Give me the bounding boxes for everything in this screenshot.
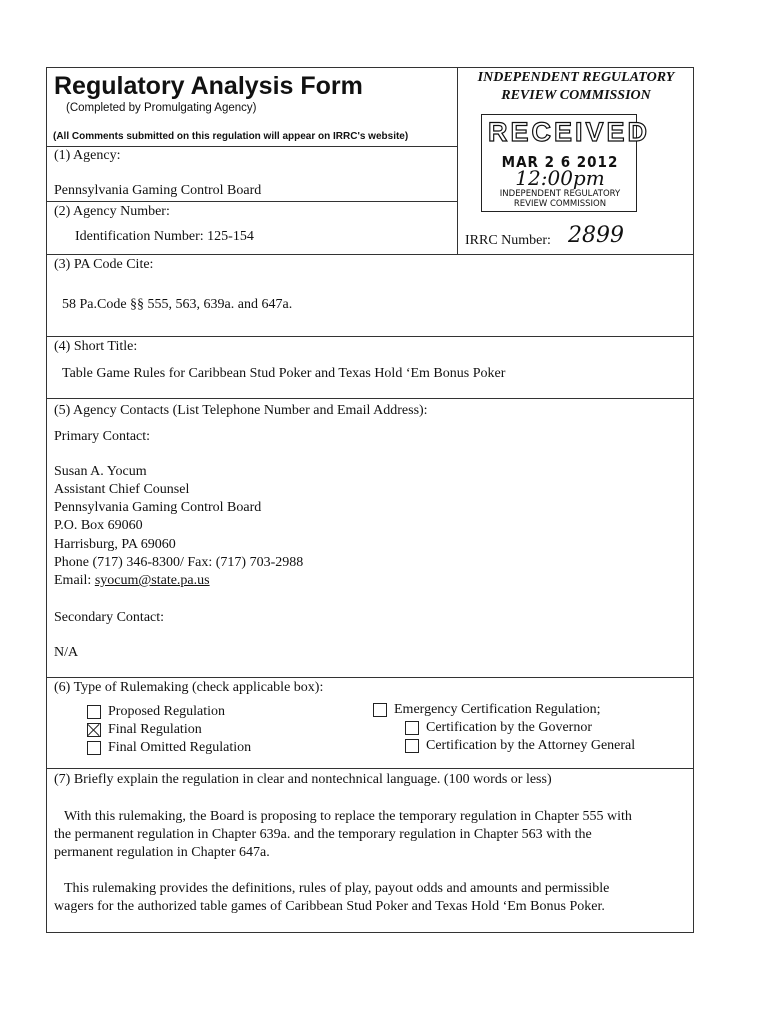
irrc-heading-line1: INDEPENDENT REGULATORY: [477, 70, 675, 85]
contact-phone: Phone (717) 346-8300/ Fax: (717) 703-2988: [54, 555, 304, 570]
agency-number-label: (2) Agency Number:: [54, 204, 170, 219]
agency-number-value: Identification Number: 125-154: [75, 229, 254, 244]
contact-city: Harrisburg, PA 69060: [54, 537, 176, 552]
explanation-para1-line1: With this rulemaking, the Board is proposing to replace the temporary regulation in Chapter 555 with: [64, 809, 632, 824]
secondary-contact-label: Secondary Contact:: [54, 610, 165, 625]
short-title-value: Table Game Rules for Caribbean Stud Poker and Texas Hold ‘Em Bonus Poker: [62, 366, 506, 381]
received-stamp-label: RECEIVED: [488, 117, 651, 147]
irrc-website-notice: (All Comments submitted on this regulation will appear on IRRC's website): [53, 131, 409, 142]
emergency-certification-checkbox[interactable]: [373, 703, 387, 717]
proposed-regulation-checkbox[interactable]: [87, 705, 101, 719]
proposed-regulation-label: Proposed Regulation: [108, 704, 226, 719]
section-3-divider: [47, 254, 693, 255]
governor-certification-label: Certification by the Governor: [426, 720, 593, 735]
section-5-divider: [47, 398, 693, 399]
contact-role: Assistant Chief Counsel: [54, 482, 190, 497]
contacts-label: (5) Agency Contacts (List Telephone Number and Email Address):: [54, 403, 428, 418]
contact-email-label: Email:: [54, 573, 95, 588]
contact-org: Pennsylvania Gaming Control Board: [54, 500, 262, 515]
section-6-divider: [47, 677, 693, 678]
received-stamp-org-line1: INDEPENDENT REGULATORY: [499, 189, 621, 199]
contact-name: Susan A. Yocum: [54, 464, 147, 479]
explanation-para2-line2: wagers for the authorized table games of Caribbean Stud Poker and Texas Hold ‘Em Bonus Poker.: [54, 899, 605, 914]
secondary-contact-value: N/A: [54, 645, 79, 660]
agency-divider: [47, 201, 457, 202]
received-stamp-org-line2: REVIEW COMMISSION: [513, 199, 607, 209]
rulemaking-label: (6) Type of Rulemaking (check applicable box):: [54, 680, 324, 695]
explanation-label: (7) Briefly explain the regulation in clear and nontechnical language. (100 words or less): [54, 772, 552, 787]
explanation-para1-line3: permanent regulation in Chapter 647a.: [54, 845, 270, 860]
section-7-divider: [47, 768, 693, 769]
final-omitted-regulation-label: Final Omitted Regulation: [108, 740, 252, 755]
agency-label: (1) Agency:: [54, 148, 121, 163]
irrc-heading-line2: REVIEW COMMISSION: [501, 88, 651, 103]
pa-code-label: (3) PA Code Cite:: [54, 257, 154, 272]
contact-email-link[interactable]: syocum@state.pa.us: [94, 573, 210, 588]
form-subtitle: (Completed by Promulgating Agency): [66, 102, 257, 114]
received-stamp-date: MAR 2 6 2012: [501, 153, 619, 171]
explanation-para2-line1: This rulemaking provides the definitions, rules of play, payout odds and amounts and permissible: [64, 881, 610, 896]
contact-po-box: P.O. Box 69060: [54, 518, 143, 533]
emergency-certification-label: Emergency Certification Regulation;: [394, 702, 601, 717]
final-regulation-checkbox[interactable]: [87, 723, 101, 737]
irrc-number-value: 2899: [568, 223, 624, 248]
agency-value: Pennsylvania Gaming Control Board: [54, 183, 262, 198]
primary-contact-label: Primary Contact:: [54, 429, 151, 444]
received-stamp-time: 12:00pm: [515, 166, 605, 190]
governor-certification-checkbox[interactable]: [405, 721, 419, 735]
section-4-divider: [47, 336, 693, 337]
form-title: Regulatory Analysis Form: [54, 72, 363, 100]
irrc-number-label: IRRC Number:: [465, 233, 551, 248]
final-omitted-regulation-checkbox[interactable]: [87, 741, 101, 755]
contact-email-line: [54, 572, 210, 590]
final-regulation-label: Final Regulation: [108, 722, 202, 737]
explanation-para1-line2: the permanent regulation in Chapter 639a. and the temporary regulation in Chapter 563 with the: [54, 827, 592, 842]
short-title-label: (4) Short Title:: [54, 339, 138, 354]
pa-code-value: 58 Pa.Code §§ 555, 563, 639a. and 647a.: [62, 297, 293, 312]
attorney-general-certification-checkbox[interactable]: [405, 739, 419, 753]
attorney-general-certification-label: Certification by the Attorney General: [426, 738, 636, 753]
received-stamp: [481, 114, 651, 212]
